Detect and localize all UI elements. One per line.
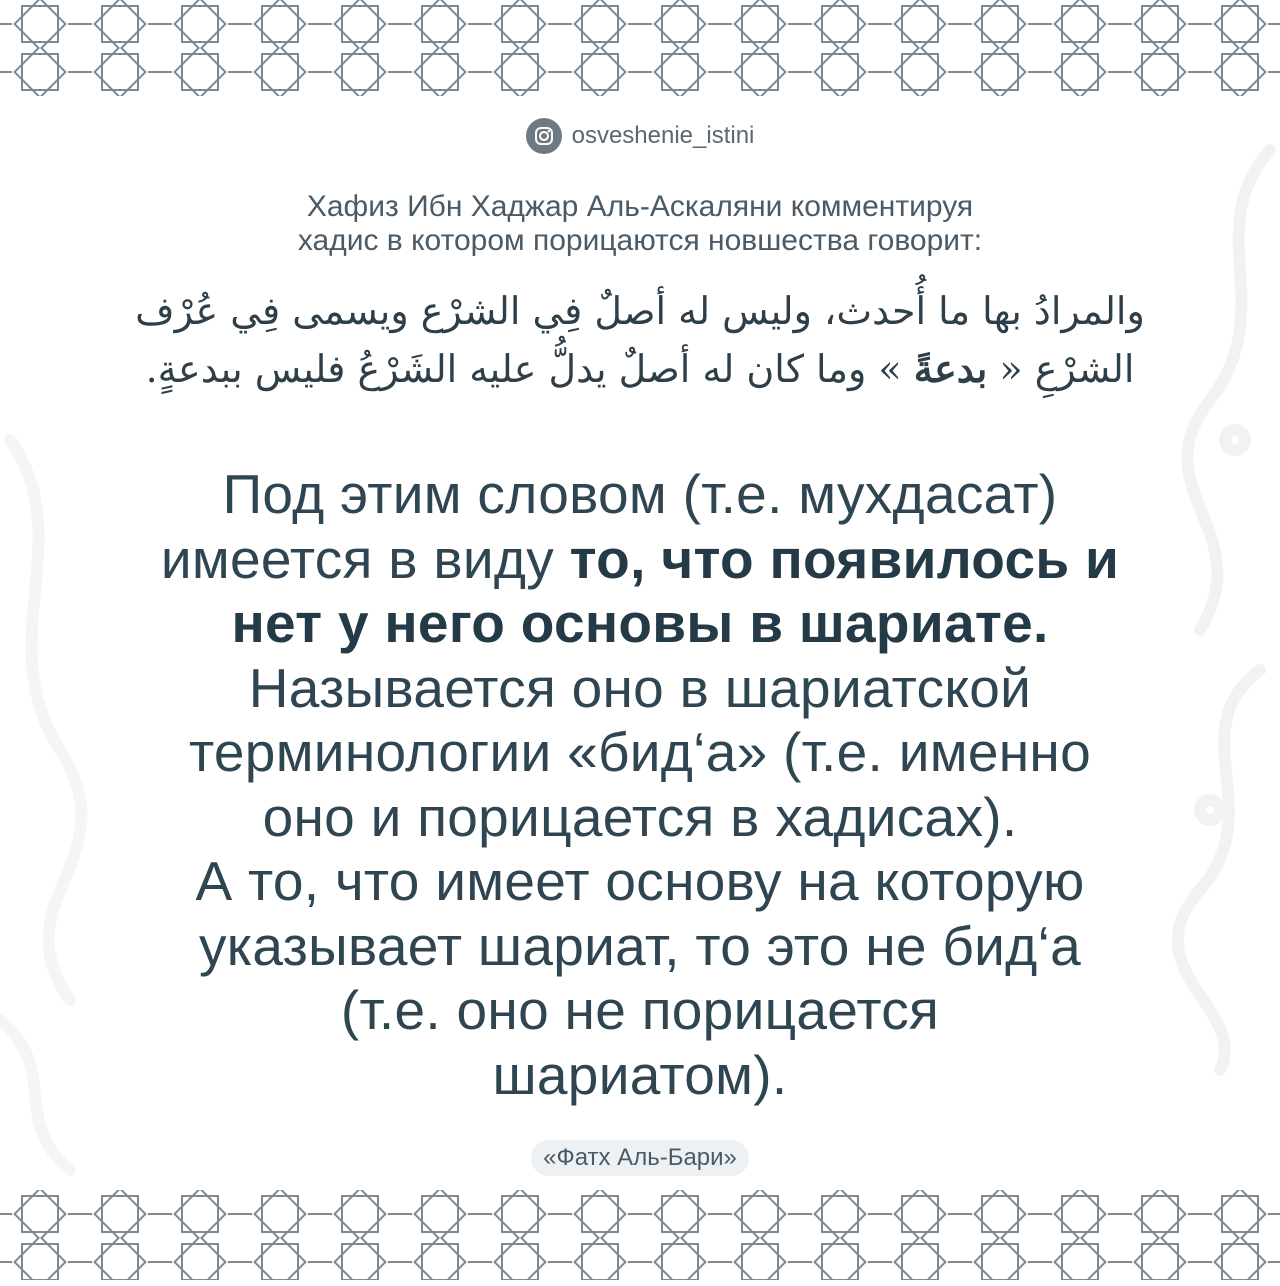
main-line-6: оно и порицается в хадисах). <box>262 785 1018 848</box>
main-line-2-regular: имеется в виду <box>160 527 570 590</box>
instagram-icon <box>526 118 562 154</box>
arabic-line-2a: الشرْعِ « <box>987 347 1135 391</box>
main-line-10: шариатом). <box>492 1043 788 1106</box>
source-citation <box>0 1140 1280 1176</box>
arabic-line-2c: » وما كان له أصلٌ يدلُّ عليه الشَرْعُ فليس ببدعةٍ. <box>145 347 914 391</box>
top-geometric-pattern <box>0 0 1280 96</box>
intro-line-2: хадис в котором порицаются новшества говорит: <box>297 224 983 257</box>
arabic-bidah-word: بدعةً <box>913 346 988 391</box>
arabic-quote <box>110 282 1170 398</box>
main-line-4: Называется оно в шариатской <box>248 656 1032 719</box>
intro-text <box>0 190 1280 258</box>
main-line-1: Под этим словом (т.е. мухдасат) <box>222 463 1058 525</box>
intro-line-1: Хафиз Ибн Хаджар Аль-Аскаляни комментируя <box>306 190 974 223</box>
main-line-5: терминологии «бид‘а» (т.е. именно <box>189 721 1091 783</box>
handle-text: osveshenie_istini <box>571 122 755 149</box>
main-line-7: А то, что имеет основу на которую <box>195 850 1085 912</box>
main-line-8: указывает шариат, то это не бид‘а <box>199 914 1081 977</box>
main-translation <box>80 462 1200 1107</box>
main-line-2 <box>80 527 1200 592</box>
arabic-line-1: والمرادُ بها ما أُحدث، وليس له أصلٌ فِي الشرْع ويسمى فِي عُرْف <box>135 289 1145 333</box>
arabic-line-2 <box>110 340 1170 398</box>
account-handle <box>0 118 1280 154</box>
source-pill: «Фатх Аль-Бари» <box>531 1140 749 1176</box>
bottom-geometric-pattern <box>0 1190 1280 1286</box>
main-line-2-bold: то, что появилось и <box>569 527 1120 590</box>
main-line-3: нет у него основы в шариате. <box>231 592 1049 654</box>
main-line-9: (т.е. оно не порицается <box>340 979 940 1041</box>
